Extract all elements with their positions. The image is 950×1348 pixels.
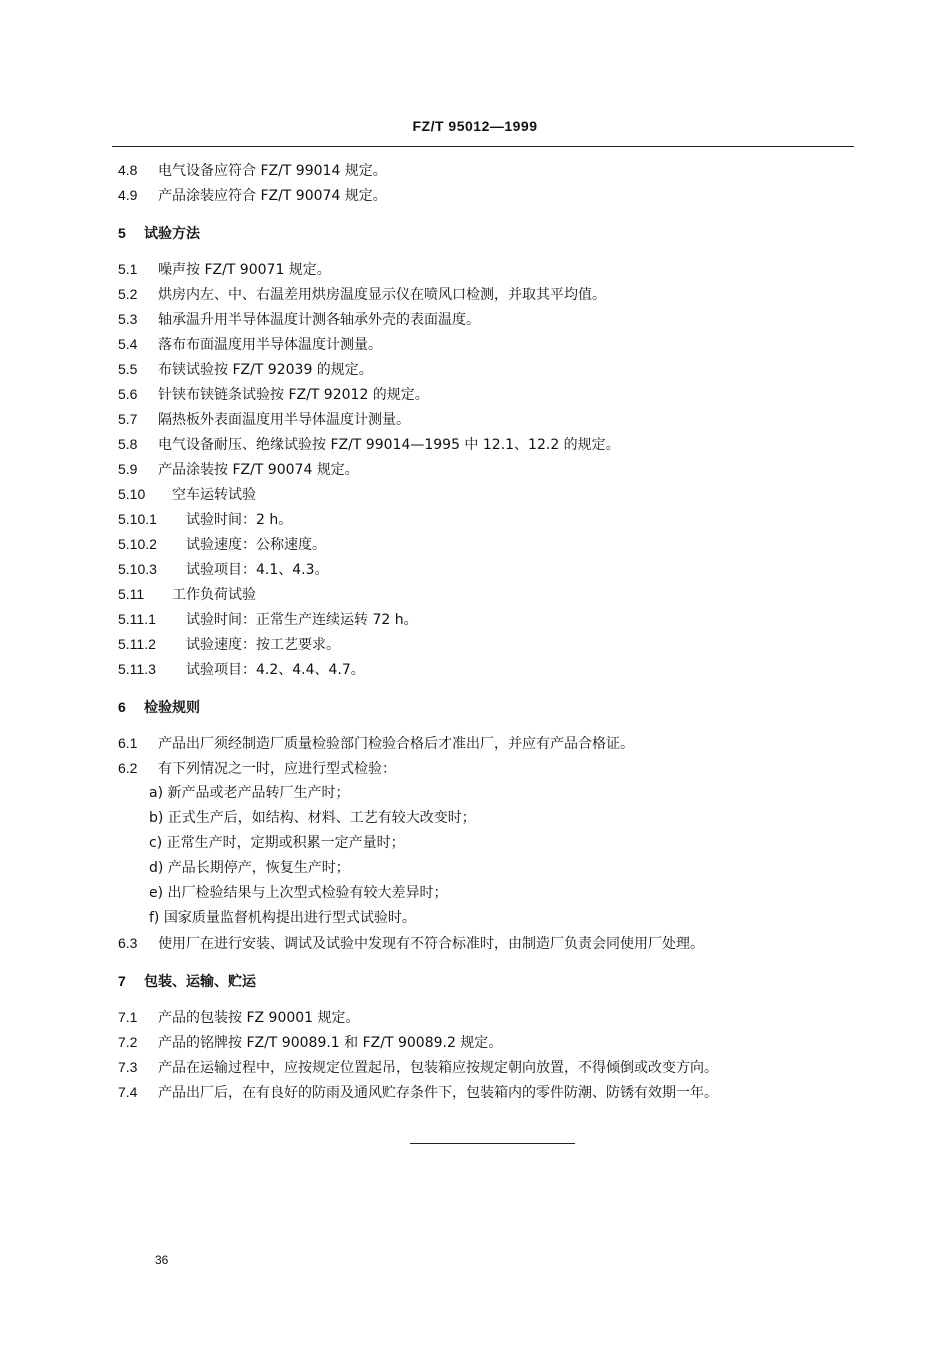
list-item: a) 新产品或老产品转厂生产时； bbox=[149, 785, 350, 801]
section-heading-5: 5 试验方法 bbox=[118, 225, 200, 242]
clause-text: 产品的包装按 FZ 90001 规定。 bbox=[158, 1010, 360, 1026]
list-item: f) 国家质量监督机构提出进行型式试验时。 bbox=[149, 910, 416, 926]
list-item: d) 产品长期停产，恢复生产时； bbox=[149, 860, 350, 876]
clause-text: 电气设备耐压、绝缘试验按 FZ/T 99014—1995 中 12.1、12.2 的规定。 bbox=[158, 437, 620, 453]
clause-number: 5.11.3 bbox=[118, 661, 156, 677]
page-number: 36 bbox=[155, 1253, 169, 1267]
clause-number: 5.10 bbox=[118, 486, 146, 502]
clause-number: 6.1 bbox=[118, 735, 138, 751]
clause-number: 5.11.2 bbox=[118, 636, 156, 652]
clause-number: 5.7 bbox=[118, 411, 138, 427]
clause-text: 轴承温升用半导体温度计测各轴承外壳的表面温度。 bbox=[158, 312, 480, 328]
list-item: c) 正常生产时，定期或积累一定产量时； bbox=[149, 835, 405, 851]
clause-text: 使用厂在进行安装、调试及试验中发现有不符合标准时，由制造厂负责会同使用厂处理。 bbox=[158, 936, 704, 952]
clause-number: 7.3 bbox=[118, 1059, 138, 1075]
clause-text: 工作负荷试验 bbox=[172, 587, 256, 603]
clause-number: 6.2 bbox=[118, 760, 138, 776]
clause-number: 5.10.1 bbox=[118, 511, 157, 527]
clause-number: 5.10.2 bbox=[118, 536, 157, 552]
clause-text: 产品涂装应符合 FZ/T 90074 规定。 bbox=[158, 188, 387, 204]
clause-text: 电气设备应符合 FZ/T 99014 规定。 bbox=[158, 163, 387, 179]
clause-number: 4.9 bbox=[118, 187, 138, 203]
clause-number: 5.4 bbox=[118, 336, 138, 352]
clause-number: 5.6 bbox=[118, 386, 138, 402]
standard-code-header: FZ/T 95012—1999 bbox=[412, 118, 538, 134]
clause-number: 7.1 bbox=[118, 1009, 138, 1025]
clause-text: 产品的铭牌按 FZ/T 90089.1 和 FZ/T 90089.2 规定。 bbox=[158, 1035, 503, 1051]
clause-number: 7.4 bbox=[118, 1084, 138, 1100]
clause-text: 有下列情况之一时，应进行型式检验： bbox=[158, 761, 396, 777]
clause-text: 产品在运输过程中，应按规定位置起吊，包装箱应按规定朝向放置，不得倾倒或改变方向。 bbox=[158, 1060, 718, 1076]
list-item: e) 出厂检验结果与上次型式检验有较大差异时； bbox=[149, 885, 448, 901]
clause-number: 5.11.1 bbox=[118, 611, 156, 627]
clause-number: 5.9 bbox=[118, 461, 138, 477]
clause-text: 产品涂装按 FZ/T 90074 规定。 bbox=[158, 462, 359, 478]
clause-text: 产品出厂后，在有良好的防雨及通风贮存条件下，包装箱内的零件防潮、防锈有效期一年。 bbox=[158, 1085, 718, 1101]
clause-number: 7.2 bbox=[118, 1034, 138, 1050]
clause-text: 试验速度：按工艺要求。 bbox=[186, 637, 340, 653]
clause-text: 布铗试验按 FZ/T 92039 的规定。 bbox=[158, 362, 373, 378]
clause-number: 5.2 bbox=[118, 286, 138, 302]
list-item: b) 正式生产后，如结构、材料、工艺有较大改变时； bbox=[149, 810, 476, 826]
clause-number: 5.8 bbox=[118, 436, 138, 452]
clause-text: 试验项目：4.1、4.3。 bbox=[186, 562, 329, 578]
clause-number: 4.8 bbox=[118, 162, 138, 178]
clause-text: 试验时间：2 h。 bbox=[186, 512, 293, 528]
clause-number: 5.10.3 bbox=[118, 561, 157, 577]
clause-text: 空车运转试验 bbox=[172, 487, 256, 503]
clause-text: 试验项目：4.2、4.4、4.7。 bbox=[186, 662, 365, 678]
clause-text: 噪声按 FZ/T 90071 规定。 bbox=[158, 262, 331, 278]
clause-text: 隔热板外表面温度用半导体温度计测量。 bbox=[158, 412, 410, 428]
end-rule bbox=[410, 1143, 575, 1144]
clause-number: 5.11 bbox=[118, 586, 145, 602]
clause-text: 烘房内左、中、右温差用烘房温度显示仪在喷风口检测，并取其平均值。 bbox=[158, 287, 606, 303]
section-heading-7: 7 包装、运输、贮运 bbox=[118, 973, 256, 990]
clause-text: 试验速度：公称速度。 bbox=[186, 537, 326, 553]
clause-number: 5.1 bbox=[118, 261, 138, 277]
clause-text: 针铗布铗链条试验按 FZ/T 92012 的规定。 bbox=[158, 387, 429, 403]
clause-text: 试验时间：正常生产连续运转 72 h。 bbox=[186, 612, 418, 628]
clause-number: 6.3 bbox=[118, 935, 138, 951]
section-heading-6: 6 检验规则 bbox=[118, 699, 200, 716]
clause-text: 产品出厂须经制造厂质量检验部门检验合格后才准出厂，并应有产品合格证。 bbox=[158, 736, 634, 752]
clause-text: 落布布面温度用半导体温度计测量。 bbox=[158, 337, 382, 353]
header-rule bbox=[112, 146, 854, 147]
clause-number: 5.3 bbox=[118, 311, 138, 327]
document-body bbox=[118, 158, 858, 1105]
clause-number: 5.5 bbox=[118, 361, 138, 377]
